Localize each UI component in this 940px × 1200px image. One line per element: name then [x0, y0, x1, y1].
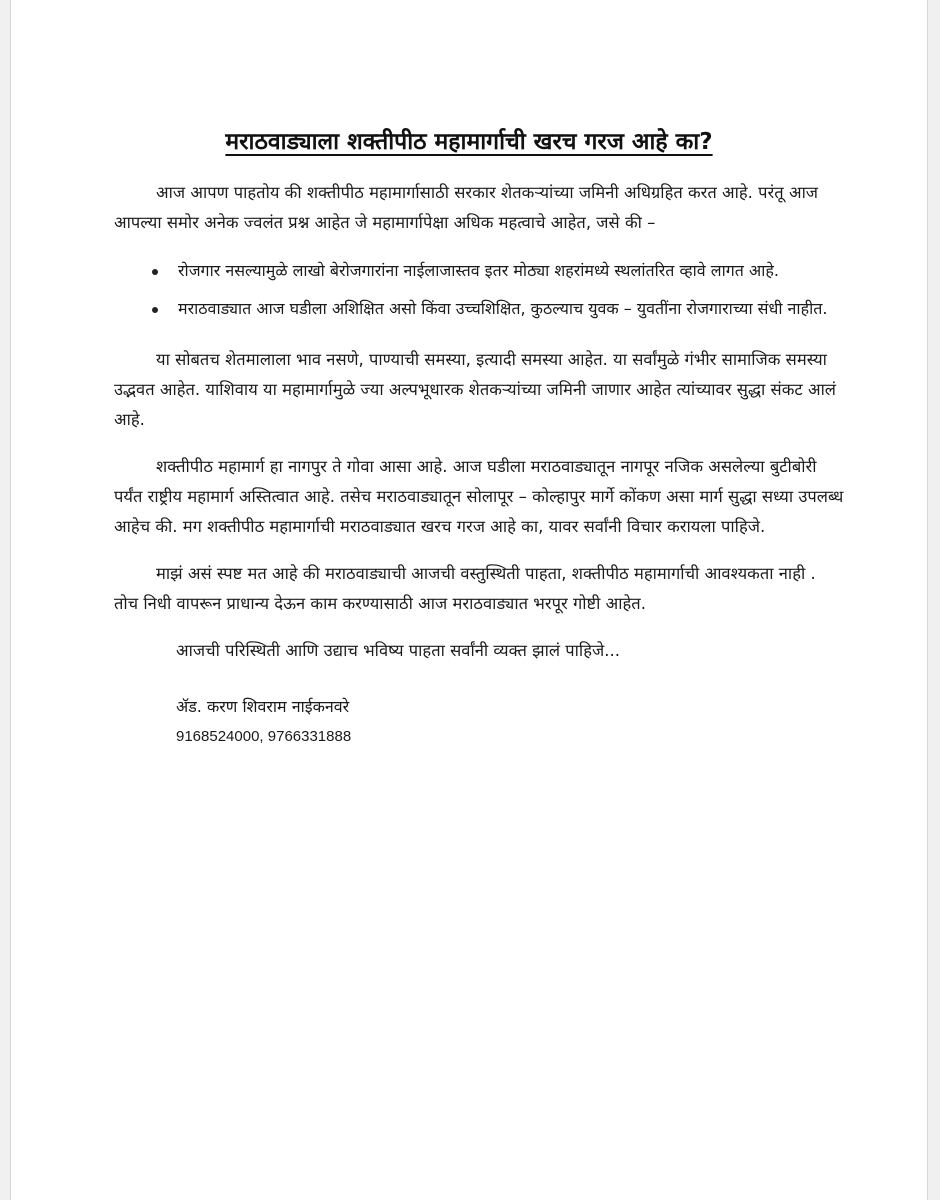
intro-paragraph: आज आपण पाहतोय की शक्तीपीठ महामार्गासाठी सरकार शेतकऱ्यांच्या जमिनी अधिग्रहित करत आहे. परंतू आज आपल्या समोर अनेक ज्वलंत प्रश्न आहेत जे महामार्गापेक्षा अधिक महत्वाचे आहेत, जसे की –	[114, 183, 819, 232]
author-phone-numbers: 9168524000, 9766331888	[176, 728, 352, 745]
bullet-icon	[152, 307, 158, 313]
highway-paragraph: शक्तीपीठ महामार्ग हा नागपुर ते गोवा आसा आहे. आज घडीला मराठवाड्यातून नागपूर नजिक असलेल्या बुटीबोरी पर्यंत राष्ट्रीय महामार्ग अस्तित्वात आहे. तसेच मराठवाड्यातून सोलापूर – कोल्हापुर मार्गे कोंकण असा मार्ग सुद्धा सध्या उपलब्ध आहेच की. मग शक्तीपीठ महामार्गाची मराठवाड्यात खरच गरज आहे का, यावर सर्वांनी विचार करायला पाहिजे.	[114, 457, 844, 536]
list-item	[114, 255, 844, 287]
issues-list	[114, 255, 844, 325]
document-body	[114, 178, 844, 750]
problems-paragraph: या सोबतच शेतमालाला भाव नसणे, पाण्याची समस्या, इत्यादी समस्या आहेत. या सर्वांमुळे गंभीर सामाजिक समस्या उद्भवत आहेत. याशिवाय या महामार्गामुळे ज्या अल्पभूधारक शेतकऱ्यांच्या जमिनी जाणार आहेत त्यांच्यावर सुद्धा संकट आलं आहे.	[114, 350, 836, 429]
list-item	[114, 293, 844, 325]
author-name: ॲड. करण शिवराम नाईकनवरे	[176, 697, 350, 716]
signature-block	[114, 694, 844, 750]
document-title-text: मराठवाड्याला शक्तीपीठ महामार्गाची खरच गरज आहे का?	[225, 129, 713, 155]
closing-line: आजची परिस्थिती आणि उद्याच भविष्य पाहता सर्वांनी व्यक्त झालं पाहिजे...	[176, 641, 620, 660]
list-item-text: मराठवाड्यात आज घडीला अशिक्षित असो किंवा उच्चशिक्षित, कुठल्याच युवक – युवतींना रोजगाराच्या संधी नाहीत.	[178, 299, 828, 318]
list-item-text: रोजगार नसल्यामुळे लाखो बेरोजगारांना नाईलाजास्तव इतर मोठ्या शहरांमध्ये स्थलांतरित व्हावे लागत आहे.	[178, 261, 779, 280]
document-title	[11, 124, 927, 156]
opinion-paragraph: माझं असं स्पष्ट मत आहे की मराठवाड्याची आजची वस्तुस्थिती पाहता, शक्तीपीठ महामार्गाची आवश्यकता नाही . तोच निधी वापरून प्राधान्य देऊन काम करण्यासाठी आज मराठवाड्यात भरपूर गोष्टी आहेत.	[114, 564, 816, 613]
document-page	[10, 0, 928, 1200]
bullet-icon	[152, 269, 158, 275]
